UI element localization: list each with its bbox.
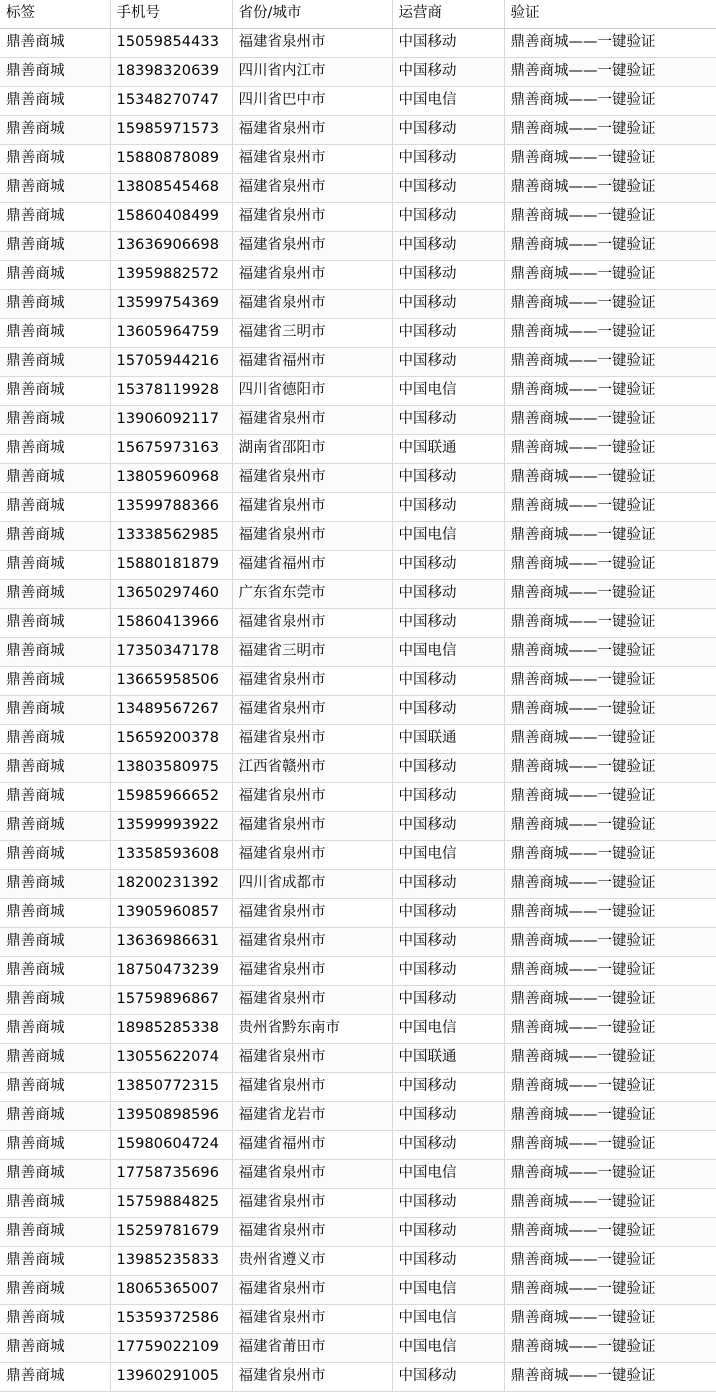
table-row [0, 609, 716, 638]
cell-phone: 15985971573 [110, 116, 232, 145]
table-header-row [0, 0, 716, 29]
table-row [0, 725, 716, 754]
table-row [0, 377, 716, 406]
cell-region: 福建省泉州市 [232, 522, 392, 551]
cell-verify: 鼎善商城——一键验证 [504, 522, 716, 551]
table-row [0, 174, 716, 203]
cell-phone: 13960291005 [110, 1363, 232, 1392]
cell-phone: 18065365007 [110, 1276, 232, 1305]
cell-phone: 15675973163 [110, 435, 232, 464]
cell-tag: 鼎善商城 [0, 1363, 110, 1392]
cell-verify: 鼎善商城——一键验证 [504, 232, 716, 261]
cell-region: 福建省泉州市 [232, 725, 392, 754]
cell-region: 贵州省黔东南市 [232, 1015, 392, 1044]
cell-carrier: 中国移动 [392, 464, 504, 493]
cell-tag: 鼎善商城 [0, 232, 110, 261]
cell-verify: 鼎善商城——一键验证 [504, 87, 716, 116]
table-row [0, 783, 716, 812]
cell-region: 福建省泉州市 [232, 986, 392, 1015]
cell-tag: 鼎善商城 [0, 667, 110, 696]
cell-region: 福建省泉州市 [232, 609, 392, 638]
cell-phone: 13906092117 [110, 406, 232, 435]
cell-tag: 鼎善商城 [0, 1160, 110, 1189]
cell-region: 福建省泉州市 [232, 1044, 392, 1073]
cell-phone: 15659200378 [110, 725, 232, 754]
cell-carrier: 中国移动 [392, 203, 504, 232]
cell-region: 贵州省遵义市 [232, 1247, 392, 1276]
cell-carrier: 中国移动 [392, 116, 504, 145]
table-row [0, 145, 716, 174]
cell-carrier: 中国移动 [392, 899, 504, 928]
cell-carrier: 中国移动 [392, 1189, 504, 1218]
cell-carrier: 中国移动 [392, 261, 504, 290]
cell-region: 福建省三明市 [232, 638, 392, 667]
cell-phone: 15980604724 [110, 1131, 232, 1160]
column-header-carrier: 运营商 [392, 0, 504, 29]
cell-phone: 18200231392 [110, 870, 232, 899]
cell-verify: 鼎善商城——一键验证 [504, 1073, 716, 1102]
cell-phone: 13599754369 [110, 290, 232, 319]
cell-carrier: 中国联通 [392, 725, 504, 754]
cell-carrier: 中国电信 [392, 522, 504, 551]
cell-verify: 鼎善商城——一键验证 [504, 957, 716, 986]
cell-verify: 鼎善商城——一键验证 [504, 1247, 716, 1276]
cell-carrier: 中国移动 [392, 29, 504, 58]
cell-phone: 13805960968 [110, 464, 232, 493]
table-row [0, 1044, 716, 1073]
cell-carrier: 中国联通 [392, 1044, 504, 1073]
cell-carrier: 中国移动 [392, 928, 504, 957]
cell-phone: 15059854433 [110, 29, 232, 58]
cell-tag: 鼎善商城 [0, 377, 110, 406]
cell-tag: 鼎善商城 [0, 406, 110, 435]
cell-region: 福建省泉州市 [232, 493, 392, 522]
table-row [0, 1334, 716, 1363]
cell-verify: 鼎善商城——一键验证 [504, 1363, 716, 1392]
cell-verify: 鼎善商城——一键验证 [504, 406, 716, 435]
cell-tag: 鼎善商城 [0, 1015, 110, 1044]
cell-verify: 鼎善商城——一键验证 [504, 783, 716, 812]
table-row [0, 435, 716, 464]
cell-tag: 鼎善商城 [0, 696, 110, 725]
table-row [0, 754, 716, 783]
cell-phone: 15880878089 [110, 145, 232, 174]
cell-region: 福建省龙岩市 [232, 1102, 392, 1131]
cell-verify: 鼎善商城——一键验证 [504, 1189, 716, 1218]
cell-region: 福建省泉州市 [232, 783, 392, 812]
cell-region: 福建省泉州市 [232, 1073, 392, 1102]
table-row [0, 551, 716, 580]
cell-verify: 鼎善商城——一键验证 [504, 1131, 716, 1160]
cell-carrier: 中国移动 [392, 1131, 504, 1160]
cell-region: 福建省福州市 [232, 1131, 392, 1160]
cell-verify: 鼎善商城——一键验证 [504, 145, 716, 174]
cell-carrier: 中国移动 [392, 783, 504, 812]
table-row [0, 696, 716, 725]
cell-carrier: 中国移动 [392, 145, 504, 174]
cell-tag: 鼎善商城 [0, 1102, 110, 1131]
cell-region: 福建省泉州市 [232, 290, 392, 319]
cell-phone: 13599788366 [110, 493, 232, 522]
cell-phone: 13985235833 [110, 1247, 232, 1276]
table-row [0, 870, 716, 899]
cell-phone: 15705944216 [110, 348, 232, 377]
cell-carrier: 中国电信 [392, 1276, 504, 1305]
cell-region: 福建省莆田市 [232, 1334, 392, 1363]
cell-carrier: 中国移动 [392, 1218, 504, 1247]
cell-tag: 鼎善商城 [0, 290, 110, 319]
cell-tag: 鼎善商城 [0, 1305, 110, 1334]
cell-tag: 鼎善商城 [0, 1247, 110, 1276]
table-row [0, 87, 716, 116]
cell-verify: 鼎善商城——一键验证 [504, 580, 716, 609]
table-row [0, 464, 716, 493]
cell-phone: 15359372586 [110, 1305, 232, 1334]
cell-tag: 鼎善商城 [0, 87, 110, 116]
cell-verify: 鼎善商城——一键验证 [504, 754, 716, 783]
cell-carrier: 中国电信 [392, 1015, 504, 1044]
cell-carrier: 中国移动 [392, 232, 504, 261]
cell-region: 四川省内江市 [232, 58, 392, 87]
table-row [0, 957, 716, 986]
cell-carrier: 中国移动 [392, 1102, 504, 1131]
cell-phone: 15259781679 [110, 1218, 232, 1247]
cell-region: 四川省成都市 [232, 870, 392, 899]
cell-tag: 鼎善商城 [0, 435, 110, 464]
cell-tag: 鼎善商城 [0, 261, 110, 290]
cell-phone: 17759022109 [110, 1334, 232, 1363]
cell-phone: 17758735696 [110, 1160, 232, 1189]
cell-tag: 鼎善商城 [0, 986, 110, 1015]
cell-phone: 13338562985 [110, 522, 232, 551]
table-row [0, 522, 716, 551]
cell-region: 福建省泉州市 [232, 464, 392, 493]
table-row [0, 406, 716, 435]
cell-tag: 鼎善商城 [0, 203, 110, 232]
cell-verify: 鼎善商城——一键验证 [504, 928, 716, 957]
cell-region: 福建省泉州市 [232, 812, 392, 841]
cell-phone: 13605964759 [110, 319, 232, 348]
cell-region: 福建省泉州市 [232, 928, 392, 957]
cell-region: 福建省泉州市 [232, 1160, 392, 1189]
cell-carrier: 中国移动 [392, 986, 504, 1015]
cell-tag: 鼎善商城 [0, 870, 110, 899]
cell-tag: 鼎善商城 [0, 29, 110, 58]
cell-carrier: 中国移动 [392, 493, 504, 522]
cell-verify: 鼎善商城——一键验证 [504, 1102, 716, 1131]
table-row [0, 1073, 716, 1102]
cell-region: 四川省巴中市 [232, 87, 392, 116]
cell-verify: 鼎善商城——一键验证 [504, 29, 716, 58]
cell-tag: 鼎善商城 [0, 493, 110, 522]
cell-region: 广东省东莞市 [232, 580, 392, 609]
cell-region: 福建省泉州市 [232, 696, 392, 725]
table-row [0, 812, 716, 841]
cell-phone: 15759884825 [110, 1189, 232, 1218]
cell-phone: 18398320639 [110, 58, 232, 87]
cell-phone: 13636986631 [110, 928, 232, 957]
cell-tag: 鼎善商城 [0, 725, 110, 754]
cell-phone: 15880181879 [110, 551, 232, 580]
cell-tag: 鼎善商城 [0, 551, 110, 580]
cell-carrier: 中国移动 [392, 58, 504, 87]
table-row [0, 841, 716, 870]
cell-verify: 鼎善商城——一键验证 [504, 870, 716, 899]
cell-carrier: 中国电信 [392, 638, 504, 667]
table-row [0, 319, 716, 348]
cell-region: 福建省泉州市 [232, 29, 392, 58]
cell-verify: 鼎善商城——一键验证 [504, 116, 716, 145]
cell-verify: 鼎善商城——一键验证 [504, 841, 716, 870]
cell-phone: 15860408499 [110, 203, 232, 232]
cell-region: 福建省泉州市 [232, 667, 392, 696]
table-row [0, 493, 716, 522]
cell-phone: 17350347178 [110, 638, 232, 667]
cell-tag: 鼎善商城 [0, 464, 110, 493]
cell-carrier: 中国移动 [392, 406, 504, 435]
table-row [0, 1189, 716, 1218]
cell-verify: 鼎善商城——一键验证 [504, 1334, 716, 1363]
cell-verify: 鼎善商城——一键验证 [504, 348, 716, 377]
cell-phone: 13489567267 [110, 696, 232, 725]
cell-region: 湖南省邵阳市 [232, 435, 392, 464]
cell-verify: 鼎善商城——一键验证 [504, 377, 716, 406]
cell-carrier: 中国电信 [392, 841, 504, 870]
cell-phone: 18985285338 [110, 1015, 232, 1044]
cell-carrier: 中国移动 [392, 1073, 504, 1102]
cell-tag: 鼎善商城 [0, 1044, 110, 1073]
table-row [0, 1247, 716, 1276]
cell-region: 福建省泉州市 [232, 957, 392, 986]
cell-carrier: 中国移动 [392, 1363, 504, 1392]
table-row [0, 1131, 716, 1160]
cell-verify: 鼎善商城——一键验证 [504, 696, 716, 725]
cell-phone: 15759896867 [110, 986, 232, 1015]
cell-region: 福建省泉州市 [232, 1305, 392, 1334]
cell-carrier: 中国电信 [392, 87, 504, 116]
cell-phone: 13905960857 [110, 899, 232, 928]
cell-tag: 鼎善商城 [0, 58, 110, 87]
cell-verify: 鼎善商城——一键验证 [504, 551, 716, 580]
table-row [0, 986, 716, 1015]
cell-verify: 鼎善商城——一键验证 [504, 261, 716, 290]
cell-carrier: 中国电信 [392, 377, 504, 406]
cell-verify: 鼎善商城——一键验证 [504, 1015, 716, 1044]
cell-verify: 鼎善商城——一键验证 [504, 725, 716, 754]
column-header-tag: 标签 [0, 0, 110, 29]
cell-verify: 鼎善商城——一键验证 [504, 609, 716, 638]
table-row [0, 928, 716, 957]
cell-region: 福建省泉州市 [232, 261, 392, 290]
cell-tag: 鼎善商城 [0, 1276, 110, 1305]
table-row [0, 29, 716, 58]
table-row [0, 1363, 716, 1392]
cell-carrier: 中国移动 [392, 667, 504, 696]
table-row [0, 348, 716, 377]
cell-region: 福建省福州市 [232, 551, 392, 580]
cell-phone: 13950898596 [110, 1102, 232, 1131]
cell-region: 福建省泉州市 [232, 1363, 392, 1392]
table-row [0, 1015, 716, 1044]
cell-tag: 鼎善商城 [0, 638, 110, 667]
cell-tag: 鼎善商城 [0, 1131, 110, 1160]
table-row [0, 58, 716, 87]
cell-tag: 鼎善商城 [0, 1073, 110, 1102]
cell-verify: 鼎善商城——一键验证 [504, 667, 716, 696]
table-header [0, 0, 716, 29]
cell-verify: 鼎善商城——一键验证 [504, 1044, 716, 1073]
cell-carrier: 中国移动 [392, 348, 504, 377]
cell-tag: 鼎善商城 [0, 319, 110, 348]
cell-phone: 13959882572 [110, 261, 232, 290]
cell-verify: 鼎善商城——一键验证 [504, 1305, 716, 1334]
cell-tag: 鼎善商城 [0, 841, 110, 870]
cell-region: 福建省泉州市 [232, 841, 392, 870]
cell-phone: 13808545468 [110, 174, 232, 203]
cell-phone: 15985966652 [110, 783, 232, 812]
cell-region: 福建省泉州市 [232, 232, 392, 261]
cell-tag: 鼎善商城 [0, 348, 110, 377]
cell-tag: 鼎善商城 [0, 116, 110, 145]
cell-tag: 鼎善商城 [0, 928, 110, 957]
cell-tag: 鼎善商城 [0, 1334, 110, 1363]
cell-carrier: 中国移动 [392, 609, 504, 638]
table-row [0, 1102, 716, 1131]
cell-carrier: 中国移动 [392, 754, 504, 783]
cell-verify: 鼎善商城——一键验证 [504, 812, 716, 841]
table-row [0, 1218, 716, 1247]
cell-carrier: 中国移动 [392, 957, 504, 986]
cell-region: 福建省泉州市 [232, 116, 392, 145]
cell-tag: 鼎善商城 [0, 522, 110, 551]
cell-tag: 鼎善商城 [0, 783, 110, 812]
table-row [0, 261, 716, 290]
cell-tag: 鼎善商城 [0, 957, 110, 986]
cell-verify: 鼎善商城——一键验证 [504, 58, 716, 87]
table-row [0, 1305, 716, 1334]
cell-carrier: 中国电信 [392, 1334, 504, 1363]
cell-phone: 13650297460 [110, 580, 232, 609]
cell-phone: 15860413966 [110, 609, 232, 638]
table-row [0, 1160, 716, 1189]
cell-region: 江西省赣州市 [232, 754, 392, 783]
cell-region: 福建省泉州市 [232, 145, 392, 174]
cell-verify: 鼎善商城——一键验证 [504, 435, 716, 464]
cell-phone: 15348270747 [110, 87, 232, 116]
table-row [0, 116, 716, 145]
cell-tag: 鼎善商城 [0, 580, 110, 609]
cell-region: 福建省泉州市 [232, 406, 392, 435]
cell-region: 福建省三明市 [232, 319, 392, 348]
cell-phone: 13803580975 [110, 754, 232, 783]
cell-region: 福建省泉州市 [232, 1189, 392, 1218]
cell-region: 福建省泉州市 [232, 203, 392, 232]
cell-tag: 鼎善商城 [0, 174, 110, 203]
column-header-verify: 验证 [504, 0, 716, 29]
cell-verify: 鼎善商城——一键验证 [504, 638, 716, 667]
cell-phone: 13850772315 [110, 1073, 232, 1102]
cell-verify: 鼎善商城——一键验证 [504, 1276, 716, 1305]
cell-verify: 鼎善商城——一键验证 [504, 986, 716, 1015]
cell-verify: 鼎善商城——一键验证 [504, 319, 716, 348]
cell-phone: 13358593608 [110, 841, 232, 870]
cell-carrier: 中国移动 [392, 870, 504, 899]
cell-verify: 鼎善商城——一键验证 [504, 174, 716, 203]
cell-carrier: 中国联通 [392, 435, 504, 464]
cell-region: 福建省福州市 [232, 348, 392, 377]
cell-region: 福建省泉州市 [232, 1218, 392, 1247]
cell-carrier: 中国移动 [392, 319, 504, 348]
cell-region: 四川省德阳市 [232, 377, 392, 406]
column-header-phone: 手机号 [110, 0, 232, 29]
table-row [0, 638, 716, 667]
cell-region: 福建省泉州市 [232, 899, 392, 928]
table-row [0, 203, 716, 232]
cell-phone: 18750473239 [110, 957, 232, 986]
cell-verify: 鼎善商城——一键验证 [504, 290, 716, 319]
cell-tag: 鼎善商城 [0, 1218, 110, 1247]
cell-phone: 15378119928 [110, 377, 232, 406]
cell-phone: 13636906698 [110, 232, 232, 261]
cell-phone: 13665958506 [110, 667, 232, 696]
cell-phone: 13055622074 [110, 1044, 232, 1073]
table-row [0, 290, 716, 319]
cell-tag: 鼎善商城 [0, 754, 110, 783]
table-row [0, 899, 716, 928]
cell-tag: 鼎善商城 [0, 145, 110, 174]
cell-verify: 鼎善商城——一键验证 [504, 1160, 716, 1189]
table-row [0, 232, 716, 261]
cell-tag: 鼎善商城 [0, 609, 110, 638]
cell-carrier: 中国移动 [392, 812, 504, 841]
cell-region: 福建省泉州市 [232, 174, 392, 203]
cell-carrier: 中国电信 [392, 1160, 504, 1189]
cell-tag: 鼎善商城 [0, 899, 110, 928]
table-row [0, 667, 716, 696]
cell-tag: 鼎善商城 [0, 812, 110, 841]
table-body [0, 29, 716, 1392]
table-row [0, 580, 716, 609]
cell-tag: 鼎善商城 [0, 1189, 110, 1218]
cell-region: 福建省泉州市 [232, 1276, 392, 1305]
column-header-region: 省份/城市 [232, 0, 392, 29]
cell-verify: 鼎善商城——一键验证 [504, 1218, 716, 1247]
cell-verify: 鼎善商城——一键验证 [504, 203, 716, 232]
cell-carrier: 中国移动 [392, 290, 504, 319]
cell-carrier: 中国移动 [392, 580, 504, 609]
cell-carrier: 中国移动 [392, 551, 504, 580]
cell-verify: 鼎善商城——一键验证 [504, 464, 716, 493]
cell-verify: 鼎善商城——一键验证 [504, 899, 716, 928]
cell-carrier: 中国移动 [392, 696, 504, 725]
cell-carrier: 中国移动 [392, 174, 504, 203]
cell-phone: 13599993922 [110, 812, 232, 841]
cell-carrier: 中国移动 [392, 1247, 504, 1276]
cell-carrier: 中国电信 [392, 1305, 504, 1334]
cell-verify: 鼎善商城——一键验证 [504, 493, 716, 522]
